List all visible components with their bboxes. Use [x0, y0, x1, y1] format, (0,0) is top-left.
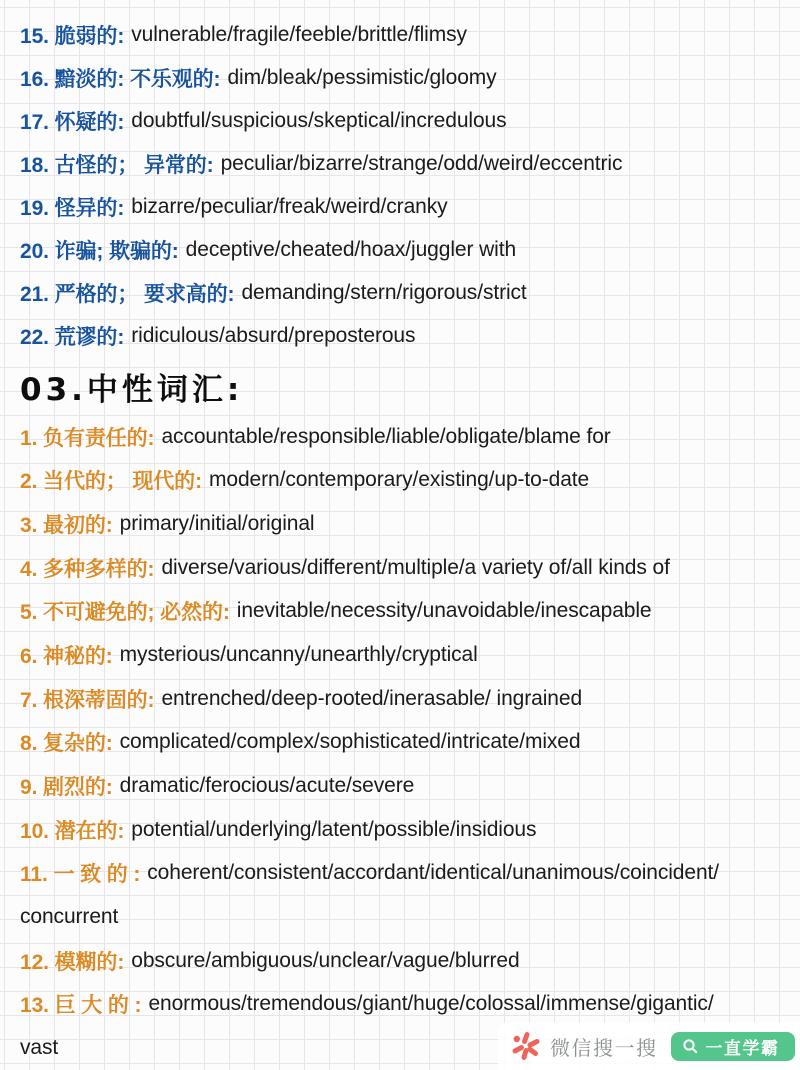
vocab-item [0, 720, 800, 764]
vocab-item-chinese: 3. 最初的: [20, 513, 113, 537]
vocab-item [0, 502, 800, 546]
vocab-item [0, 589, 800, 633]
vocab-item [0, 228, 800, 271]
vocab-item-english: doubtful/suspicious/skeptical/incredulous [131, 108, 507, 132]
vocab-item-chinese: 16. 黯淡的: 不乐观的: [20, 67, 221, 91]
vocab-item-english: mysterious/uncanny/unearthly/cryptical [119, 642, 478, 666]
vocab-item-chinese: 12. 模糊的: [20, 950, 125, 974]
vocab-item-english: complicated/complex/sophisticated/intricate/mixed [119, 730, 581, 754]
wechat-search-logo-icon [511, 1031, 541, 1061]
vocab-item-english: dramatic/ferocious/acute/severe [119, 773, 415, 797]
vocab-item [0, 142, 800, 185]
vocab-item [0, 315, 800, 358]
vocab-item [0, 415, 800, 459]
vocab-item-continuation [0, 895, 800, 939]
watermark-bar [498, 1022, 800, 1070]
vocab-item-chinese: 7. 根深蒂固的: [20, 688, 155, 712]
vocab-item-chinese: 18. 古怪的； 异常的: [20, 153, 214, 177]
vocab-item-english: vulnerable/fragile/feeble/brittle/flimsy [131, 22, 467, 46]
vocab-item-chinese: 21. 严格的； 要求高的: [20, 283, 235, 307]
vocab-item [0, 272, 800, 315]
vocab-item [0, 546, 800, 590]
wechat-search-label: 微信搜一搜 [550, 1037, 658, 1060]
vocab-item [0, 99, 800, 142]
vocab-item [0, 808, 800, 852]
vocab-item [0, 982, 800, 1026]
section-neutral-words [0, 415, 800, 1070]
vocab-item-chinese: 19. 怪异的: [20, 196, 125, 220]
vocab-item-chinese: 1. 负有责任的: [20, 426, 155, 450]
account-name: 一直学霸 [705, 1038, 780, 1058]
vocab-item-english: bizarre/peculiar/freak/weird/cranky [131, 194, 448, 218]
vocab-item-english: dim/bleak/pessimistic/gloomy [227, 65, 497, 89]
vocab-item-english: coherent/consistent/accordant/identical/unanimous/coincident/ [147, 861, 720, 885]
vocab-item-chinese: 11. 一 致 的 : [20, 863, 141, 887]
vocab-item-chinese: 2. 当代的； 现代的: [20, 470, 202, 494]
vocab-item-english: accountable/responsible/liable/obligate/blame for [161, 424, 611, 448]
account-search-badge [671, 1032, 795, 1061]
vocab-item-english: vast [20, 1035, 59, 1059]
vocab-item-english: ridiculous/absurd/preposterous [131, 324, 416, 348]
vocab-item-english: primary/initial/original [119, 511, 315, 535]
section-heading: 03.中性词汇: [20, 371, 244, 408]
vocab-item [0, 56, 800, 99]
vocab-item-chinese: 4. 多种多样的: [20, 557, 155, 581]
vocab-item-chinese: 6. 神秘的: [20, 644, 113, 668]
vocab-item-chinese: 13. 巨 大 的 : [20, 994, 142, 1018]
vocab-item [0, 458, 800, 502]
vocab-item-english: obscure/ambiguous/unclear/vague/blurred [131, 948, 520, 972]
vocab-item [0, 633, 800, 677]
vocab-item-english: modern/contemporary/existing/up-to-date [208, 468, 590, 492]
vocab-item-english: peculiar/bizarre/strange/odd/weird/eccentric [220, 151, 623, 175]
vocab-item-chinese: 9. 剧烈的: [20, 775, 113, 799]
vocab-item-chinese: 17. 怀疑的: [20, 110, 125, 134]
vocab-item-chinese: 8. 复杂的: [20, 732, 113, 756]
vocab-item [0, 677, 800, 721]
vocab-item-english: diverse/various/different/multiple/a variety of/all kinds of [161, 555, 670, 579]
vocab-item [0, 851, 800, 895]
vocab-item [0, 939, 800, 983]
search-icon [682, 1038, 699, 1055]
section-negative-words-continued [0, 0, 800, 358]
vocab-item [0, 185, 800, 228]
vocab-item-english: inevitable/necessity/unavoidable/inescapable [236, 599, 652, 623]
vocab-item-english: concurrent [20, 904, 119, 928]
vocab-item-chinese: 10. 潜在的: [20, 819, 125, 843]
vocab-item-english: deceptive/cheated/hoax/juggler with [185, 238, 517, 262]
vocab-item [0, 764, 800, 808]
vocab-item [0, 13, 800, 56]
vocab-item-chinese: 20. 诈骗; 欺骗的: [20, 240, 179, 264]
vocab-item-chinese: 5. 不可避免的; 必然的: [20, 601, 230, 625]
vocab-item-english: demanding/stern/rigorous/strict [241, 281, 527, 305]
vocab-item-english: entrenched/deep-rooted/inerasable/ ingrained [161, 686, 583, 710]
vocab-item-english: potential/underlying/latent/possible/insidious [131, 817, 537, 841]
vocab-item-chinese: 22. 荒谬的: [20, 326, 125, 350]
vocab-item-chinese: 15. 脆弱的: [20, 24, 125, 48]
vocab-item-english: enormous/tremendous/giant/huge/colossal/immense/gigantic/ [148, 992, 714, 1016]
